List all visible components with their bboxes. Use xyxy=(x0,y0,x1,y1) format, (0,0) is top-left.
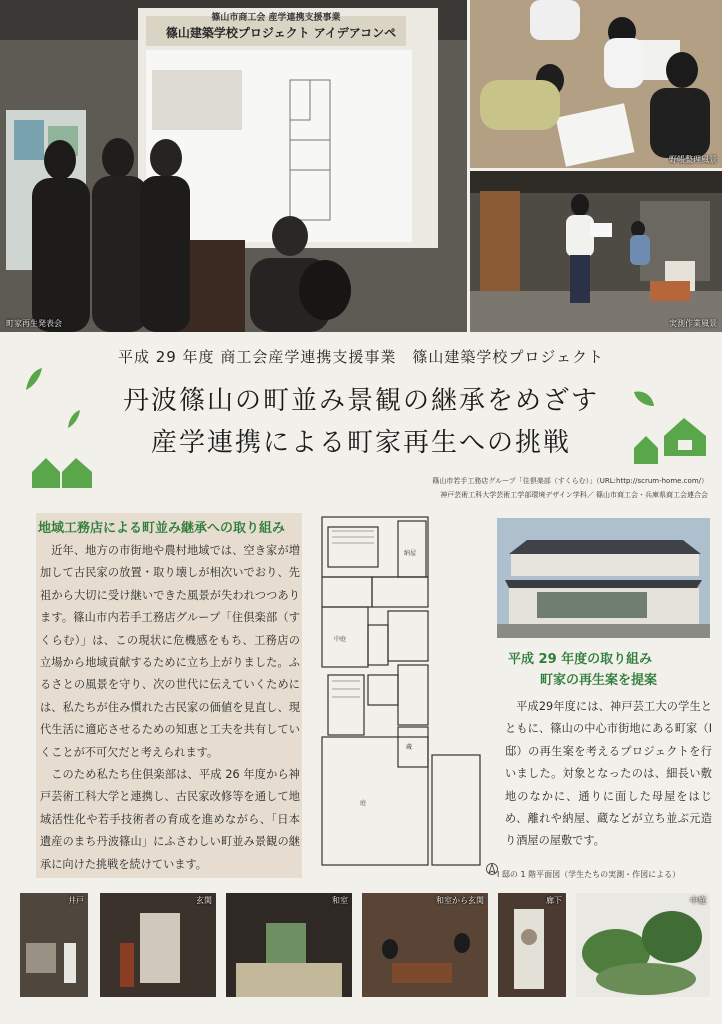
thumb-caption-washitsu: 和室 xyxy=(332,896,348,905)
house-icon-right xyxy=(632,414,708,466)
thumb-washitsu-to-entrance xyxy=(362,893,488,997)
thumb-caption-entrance: 玄関 xyxy=(196,896,212,905)
leaf-icon-small xyxy=(66,408,82,430)
washitsu-scene xyxy=(226,893,352,997)
main-title-line1: 丹波篠山の町並み景観の継承をめざす xyxy=(122,386,599,416)
survey-scene xyxy=(470,0,722,168)
left-section-heading: 地域工務店による町並み継承への取り組み xyxy=(38,521,286,536)
presentation-caption: 町家再生発表会 xyxy=(6,319,62,328)
credit-line1: 篠山市若手工務店グループ「住倶楽部（すくらむ）」（URL:http://scrum-home.com/） xyxy=(432,477,708,485)
thumb-washitsu xyxy=(226,893,352,997)
survey-caption: 野帳整理風景 xyxy=(669,155,717,164)
credit-line2: 神戸芸術工科大学芸術工学部環境デザイン学科／ 篠山市商工会・兵庫県商工会連合会 xyxy=(440,491,708,499)
thumb-caption-corridor: 廊下 xyxy=(546,896,562,905)
left-section-body xyxy=(40,540,300,876)
thumb-entrance xyxy=(100,893,216,997)
plan-label-garden: 庭 xyxy=(360,800,367,807)
right-section-heading-line1: 平成 29 年度の取り組み xyxy=(508,652,653,667)
left-paragraph-2: このため私たち住倶楽部は、平成 26 年度から神戸芸術工科大学と連携し、古民家改修等を通して地域活性化や若手技術者の育成を進めながら、「日本遺産のまち丹波篠山」にふさわしい町並み景観の継承に向けた挑戦を続けています。 xyxy=(40,768,300,871)
left-paragraph-1: 近年、地方の市街地や農村地域では、空き家が増加して古民家の放置・取り壊しが相次いでおり、先祖から大切に受け継いできた風景が失われつつあります。篠山市内若手工務店グループ「住倶楽部（すくらむ）」は、この現状に危機感をもち、工務店の立場から地域貢献するために立ち上がりました。ふるさとの風景を守り、次の世代に伝えていくためには、私たちが住み慣れた古民家の価値を見直し、現代生活に適応させるための知恵と工夫を共有していくことが不可欠だと考えられます。 xyxy=(40,544,300,759)
screen-banner-line2: 篠山建築学校プロジェクト アイデアコンペ xyxy=(165,26,397,40)
machiya-scene xyxy=(497,518,710,638)
leaf-icon-right xyxy=(632,388,656,410)
workshop-photo xyxy=(470,171,722,332)
floor-plan-caption: I 邸の 1 階平面図（学生たちの実測・作図による） xyxy=(497,870,681,879)
thumb-nakaniwa xyxy=(576,893,710,997)
nakaniwa-scene xyxy=(576,893,710,997)
plan-label-courtyard: 中庭 xyxy=(334,636,347,643)
floor-plan-drawing xyxy=(320,515,485,870)
well-scene xyxy=(20,893,88,997)
plan-label-barn: 納屋 xyxy=(404,550,417,557)
right-paragraph: 平成29年度には、神戸芸工大の学生とともに、篠山の中心市街地にある町家（I 邸）の再生案を考えるプロジェクトを行いました。対象となったのは、細長い敷地のなかに、通りに面した母屋をはじめ、離れや納屋、蔵などが立ち並ぶ元造り酒屋の屋敷です。 xyxy=(505,700,712,848)
washitsu-to-entrance-scene xyxy=(362,893,488,997)
presentation-photo xyxy=(0,0,467,332)
main-title-line2: 産学連携による町家再生への挑戦 xyxy=(150,428,571,458)
project-subtitle: 平成 29 年度 商工会産学連携支援事業 篠山建築学校プロジェクト xyxy=(117,348,605,366)
thumb-caption-well: 井戸 xyxy=(68,896,84,905)
survey-photo xyxy=(470,0,722,168)
right-section-body xyxy=(505,696,712,853)
plan-label-storehouse: 蔵 xyxy=(406,744,413,751)
leaf-icon xyxy=(24,366,44,392)
machiya-building-photo xyxy=(497,518,710,638)
right-section-heading-line2: 町家の再生案を提案 xyxy=(540,673,658,688)
presentation-scene xyxy=(0,0,467,332)
workshop-scene xyxy=(470,171,722,332)
thumb-well xyxy=(20,893,88,997)
corridor-scene xyxy=(498,893,566,997)
entrance-scene xyxy=(100,893,216,997)
screen-banner-line1: 篠山市商工会 産学連携支援事業 xyxy=(211,13,341,23)
thumb-corridor xyxy=(498,893,566,997)
thumb-caption-washitsu-to-entrance: 和室から玄関 xyxy=(436,896,484,905)
thumb-caption-nakaniwa: 中庭 xyxy=(690,896,706,905)
workshop-caption: 実測作業風景 xyxy=(669,319,717,328)
house-icon-left xyxy=(30,454,94,490)
